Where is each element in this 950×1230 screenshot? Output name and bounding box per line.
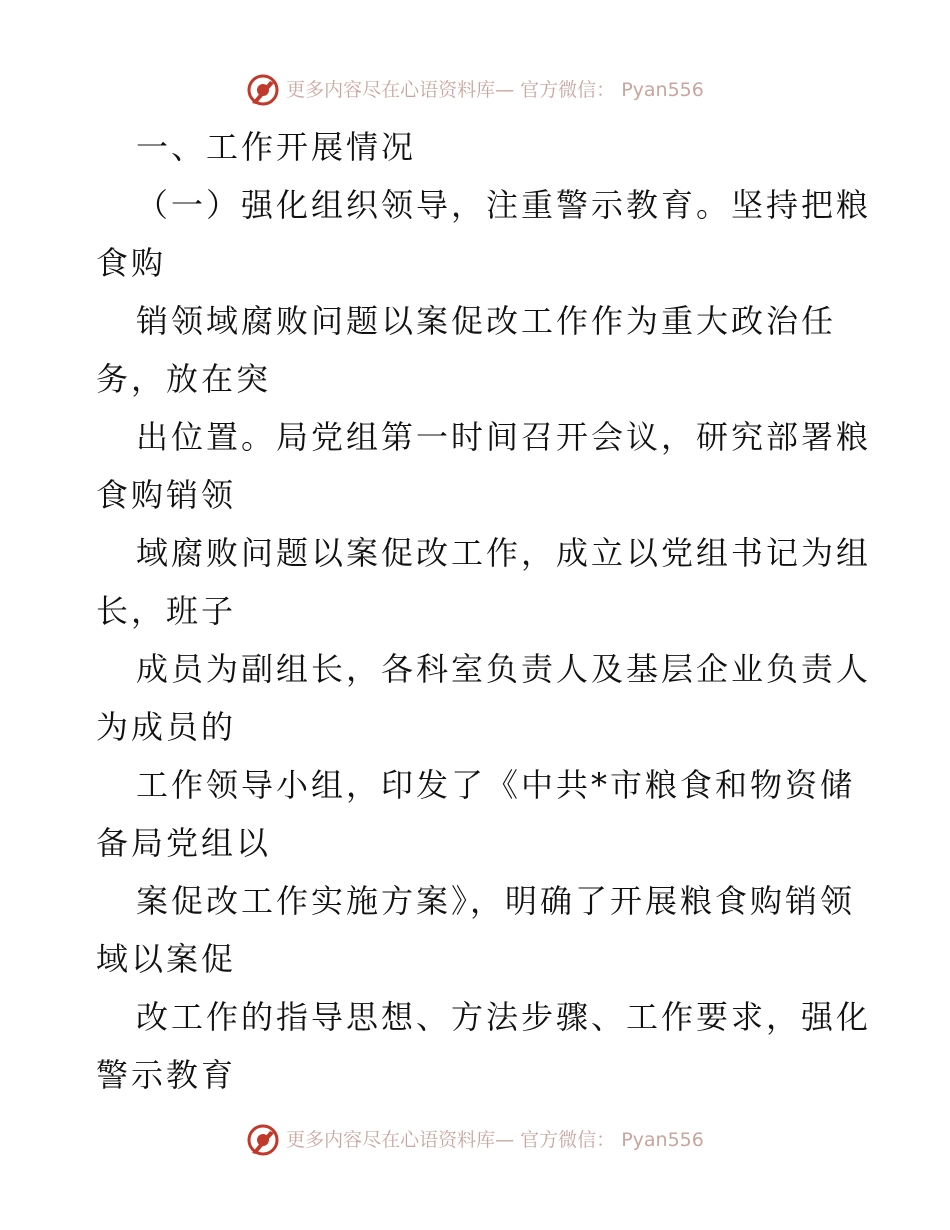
paragraph-line: 食购销领	[96, 476, 237, 514]
paragraph-line: 长，班子	[96, 592, 237, 630]
footer-watermark-banner	[0, 1120, 950, 1160]
banner-wechat-id: Pyan556	[621, 1129, 704, 1151]
header-watermark-banner	[0, 70, 950, 110]
paragraph-line: 警示教育	[96, 1056, 237, 1094]
quill-seal-icon	[246, 73, 280, 107]
paragraph-line: 为成员的	[96, 708, 237, 746]
paragraph-line: 域以案促	[96, 940, 237, 978]
paragraph-line: （一）强化组织领导，注重警示教育。坚持把粮	[136, 186, 872, 224]
paragraph-line: 案促改工作实施方案》，明确了开展粮食购销领	[136, 882, 856, 920]
banner-text: 更多内容尽在心语资料库—	[286, 1129, 515, 1151]
banner-text: 更多内容尽在心语资料库—	[286, 79, 515, 101]
document-body	[96, 118, 872, 1104]
paragraph-line: 食购	[96, 244, 167, 282]
paragraph-line: 工作领导小组，印发了《中共*市粮食和物资储	[136, 766, 856, 804]
banner-wechat-label: 官方微信：	[520, 79, 616, 101]
paragraph-line: 改工作的指导思想、方法步骤、工作要求，强化	[136, 998, 872, 1036]
paragraph-line: 备局党组以	[96, 824, 272, 862]
paragraph-line: 出位置。局党组第一时间召开会议，研究部署粮	[136, 418, 872, 456]
banner-wechat-id: Pyan556	[621, 79, 704, 101]
paragraph-line: 域腐败问题以案促改工作，成立以党组书记为组	[136, 534, 872, 572]
paragraph-line: 务，放在突	[96, 360, 272, 398]
paragraph-line: 销领域腐败问题以案促改工作作为重大政治任	[136, 302, 837, 340]
banner-wechat-label: 官方微信：	[520, 1129, 616, 1151]
paragraph-line: 成员为副组长，各科室负责人及基层企业负责人	[136, 650, 872, 688]
quill-seal-icon	[246, 1123, 280, 1157]
section-heading: 一、工作开展情况	[136, 128, 417, 166]
